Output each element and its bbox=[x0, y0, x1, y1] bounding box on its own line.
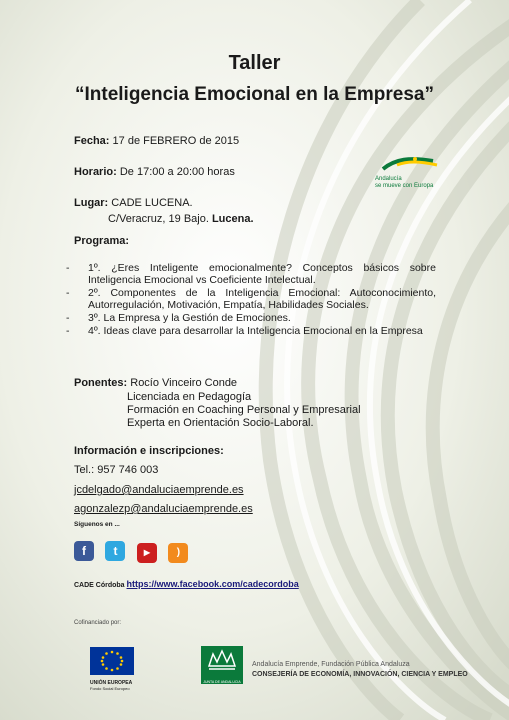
list-dash: - bbox=[66, 262, 70, 274]
cade-label: CADE Córdoba bbox=[74, 582, 125, 589]
list-item bbox=[66, 325, 436, 337]
follow-us-label: Síguenos en ... bbox=[74, 521, 120, 528]
eu-logo bbox=[90, 647, 134, 691]
twitter-icon[interactable]: t bbox=[105, 541, 125, 561]
list-item bbox=[66, 262, 436, 286]
eu-label-2: Fondo Social Europeo bbox=[90, 686, 130, 691]
eu-flag-icon bbox=[90, 647, 134, 675]
fecha-label: Fecha: bbox=[74, 135, 110, 147]
horario-row bbox=[74, 166, 235, 178]
andalucia-logo-line1: Andalucía bbox=[375, 176, 402, 182]
list-item-text: 1º. ¿Eres Inteligente emocionalmente? Conceptos básicos sobre Inteligencia Emocional vs Coeficiente Intelectual. bbox=[88, 262, 436, 286]
horario-label: Horario: bbox=[74, 166, 117, 178]
andalucia-europa-logo bbox=[375, 155, 445, 189]
list-item-text: 2º. Componentes de la Inteligencia Emocional: Autoconocimiento, Autorregulación, Motivación, Empatía, Habilidades Sociales. bbox=[88, 287, 436, 311]
list-item bbox=[66, 287, 436, 311]
programa-list bbox=[66, 262, 436, 338]
page-subtitle: “Inteligencia Emocional en la Empresa” bbox=[74, 84, 434, 105]
info-label: Información e inscripciones: bbox=[74, 445, 224, 457]
list-dash: - bbox=[66, 312, 70, 324]
email-link-1[interactable]: jcdelgado@andaluciaemprende.es bbox=[74, 484, 244, 496]
list-item-text: 4º. Ideas clave para desarrollar la Inteligencia Emocional en la Empresa bbox=[88, 325, 423, 337]
lugar-row bbox=[74, 197, 193, 209]
ponentes-lines bbox=[127, 391, 361, 430]
ponente-line: Licenciada en Pedagogía bbox=[127, 391, 252, 403]
lugar-label: Lugar: bbox=[74, 197, 109, 209]
fecha-value: 17 de FEBRERO de 2015 bbox=[112, 135, 240, 147]
lugar-address-row bbox=[108, 213, 254, 225]
andalucia-emprende-text: Andalucía Emprende, Fundación Pública Andaluza bbox=[252, 661, 410, 668]
telephone: Tel.: 957 746 003 bbox=[74, 464, 159, 476]
lugar-value: CADE LUCENA. bbox=[111, 197, 193, 209]
list-item-text: 3º. La Empresa y la Gestión de Emociones. bbox=[88, 312, 291, 324]
cade-row bbox=[74, 579, 299, 589]
junta-andalucia-logo bbox=[201, 646, 243, 684]
lugar-city: Lucena. bbox=[211, 213, 254, 225]
list-dash: - bbox=[66, 287, 70, 299]
youtube-icon[interactable]: ▶ bbox=[137, 543, 157, 563]
facebook-icon[interactable]: f bbox=[74, 541, 94, 561]
rss-icon[interactable]: ) bbox=[168, 543, 188, 563]
eu-label-1: UNIÓN EUROPEA bbox=[90, 680, 133, 686]
lugar-address: C/Veracruz, 19 Bajo. bbox=[108, 213, 209, 225]
junta-emblem-icon bbox=[201, 646, 243, 676]
ponentes-row bbox=[74, 377, 237, 389]
ponentes-name: Rocío Vinceiro Conde bbox=[130, 377, 238, 389]
fecha-row bbox=[74, 135, 239, 147]
andalucia-logo-line2: se mueve con Europa bbox=[375, 183, 434, 189]
list-dash: - bbox=[66, 325, 70, 337]
social-icons bbox=[74, 541, 195, 563]
junta-label: JUNTA DE ANDALUCIA bbox=[203, 680, 241, 684]
ponentes-label: Ponentes: bbox=[74, 377, 128, 389]
ponente-line: Formación en Coaching Personal y Empresarial bbox=[127, 404, 361, 416]
andalucia-wave-icon bbox=[375, 155, 445, 173]
email-link-2[interactable]: agonzalezp@andaluciaemprende.es bbox=[74, 503, 253, 515]
cade-facebook-link[interactable]: https://www.facebook.com/cadecordoba bbox=[126, 579, 299, 589]
ponente-line: Experta en Orientación Socio-Laboral. bbox=[127, 417, 314, 429]
list-item bbox=[66, 312, 436, 324]
page-title: Taller bbox=[228, 52, 281, 74]
programa-label: Programa: bbox=[74, 235, 130, 247]
horario-value: De 17:00 a 20:00 horas bbox=[119, 166, 235, 178]
cofinanciado-label: Cofinanciado por: bbox=[74, 620, 122, 626]
consejeria-text: CONSEJERÍA DE ECONOMÍA, INNOVACIÓN, CIENCIA Y EMPLEO bbox=[252, 671, 468, 678]
